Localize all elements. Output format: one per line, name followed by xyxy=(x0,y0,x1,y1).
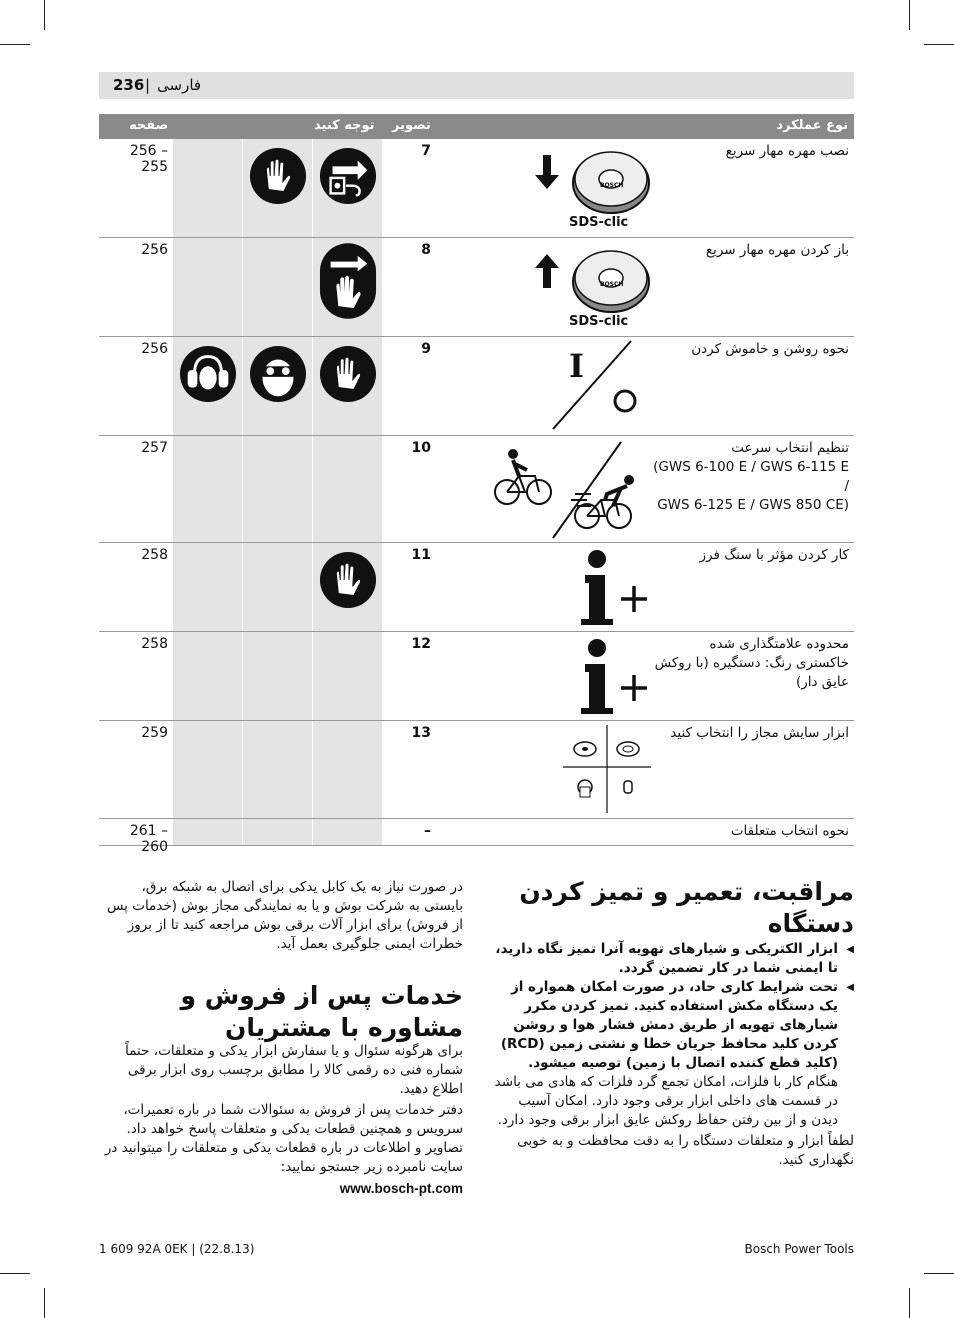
gloves-icon xyxy=(319,551,377,609)
eye-protection-icon xyxy=(249,345,307,403)
table-row xyxy=(99,337,854,436)
table-row xyxy=(99,632,854,721)
icon-cell xyxy=(172,632,242,720)
icon-cell xyxy=(312,632,382,720)
icon-cell xyxy=(312,238,382,336)
on-off-switch-icon xyxy=(435,337,653,435)
icon-cell xyxy=(242,337,312,435)
figure-image xyxy=(435,632,653,720)
unplug-icon xyxy=(319,147,377,205)
action-text: نحوه انتخاب متعلقات xyxy=(730,823,849,839)
table-row xyxy=(99,721,854,819)
service-url[interactable]: www.bosch-pt.com xyxy=(339,1181,463,1196)
page-ref: 256 xyxy=(141,242,168,258)
crop-mark xyxy=(909,0,910,30)
service-section xyxy=(99,1042,463,1198)
bullet-item: ◀ ابزار الکتریکی و شیارهای تهویه آنرا تمیز نگاه دارید، تا ایمنی شما در کار تضمین گردد. xyxy=(490,940,854,978)
header-language: فارسی xyxy=(157,76,202,94)
paragraph: دفتر خدمات پس از فروش به سئوالات شما در باره تعمیرات، سرویس و همچنین قطعات یدکی و متعلقات پاسخ خواهد داد. تصاویر و اطلاعات در باره قطعات یدکی و متعلقات را میتوانید در سایت نامبرده زیر جستجو نمایید: xyxy=(104,1102,463,1175)
model-list-line: (GWS 6-100 E / GWS 6-115 E / xyxy=(653,459,849,494)
icon-cell xyxy=(242,819,312,845)
col-page: صفحه xyxy=(129,118,169,133)
header-separator: | xyxy=(145,76,151,94)
paragraph: لطفاً ابزار و متعلقات دستگاه را به دقت محافظت و به خوبی نگهداری کنید. xyxy=(517,1133,854,1168)
figure-number: 10 xyxy=(411,440,431,456)
maintenance-heading: مراقبت، تعمیر و تمیز کردن دستگاه xyxy=(519,877,854,938)
crop-mark xyxy=(0,1273,30,1274)
info-plus-icon xyxy=(435,632,653,720)
page-ref: 258 xyxy=(141,636,168,652)
icon-cell xyxy=(312,337,382,435)
table-row xyxy=(99,139,854,238)
page-ref: 258 xyxy=(141,547,168,563)
figure-number: 13 xyxy=(411,725,431,741)
action-text: نحوه روشن و خاموش کردن xyxy=(691,341,849,357)
service-heading: خدمات پس از فروش و مشاوره با مشتریان xyxy=(180,981,463,1042)
gloves-icon xyxy=(319,345,377,403)
grinding-tools-icon xyxy=(435,721,653,818)
cable-note: در صورت نیاز به یک کابل یدکی برای اتصال به شبکه برق، بایستی به شرکت بوش و یا به نمایندگی مجاز بوش (خدمات پس از فروش) برای ابزار آلات برقی بوش مراجعه کنید تا از بروز خطرات ایمنی جلوگیری بعمل آید. xyxy=(106,879,463,952)
action-text xyxy=(653,436,854,542)
action-text: باز کردن مهره مهار سریع xyxy=(705,242,849,258)
crop-mark xyxy=(924,1273,954,1274)
icon-cell xyxy=(312,543,382,631)
figure-image xyxy=(435,819,653,845)
col-action: نوع عملکرد xyxy=(776,118,848,133)
icon-cell xyxy=(172,819,242,845)
figure-image xyxy=(435,721,653,818)
crop-mark xyxy=(909,1288,910,1318)
figure-number: 12 xyxy=(411,636,431,652)
switch-on-label: I xyxy=(569,347,584,385)
table-header xyxy=(99,114,854,139)
table-row xyxy=(99,819,854,855)
table-row xyxy=(99,543,854,632)
icon-cell xyxy=(172,436,242,542)
page-header xyxy=(99,72,854,99)
footer-code: 1 609 92A 0EK | (22.8.13) xyxy=(99,1242,255,1256)
crop-mark xyxy=(44,0,45,30)
svg-text:BOSCH: BOSCH xyxy=(600,281,624,288)
figure-number: 8 xyxy=(421,242,431,258)
gloves-icon xyxy=(249,147,307,205)
col-figure: تصویر xyxy=(392,118,431,133)
bullet-bold-text: ◀ تحت شرایط کاری حاد، در صورت امکان همواره از یک دستگاه مکش استفاده کنید. تمیز کردن مکرر شیارهای تهویه از طریق دمش فشار هوا و روشن کردن کلید محافظ جریان خطا و نشتی زمین (RCD) (کلید قطع کننده اتصال با زمین) توصیه میشود. xyxy=(500,979,838,1071)
bullet-item xyxy=(490,978,854,1130)
icon-cell xyxy=(242,543,312,631)
icon-cell xyxy=(242,721,312,818)
table-row xyxy=(99,436,854,543)
icon-cell xyxy=(172,721,242,818)
icon-cell xyxy=(312,819,382,845)
icon-cell xyxy=(312,721,382,818)
page-ref: 259 xyxy=(141,725,168,741)
ear-protection-icon xyxy=(179,345,237,403)
bullet-normal-text: هنگام کار با فلزات، امکان تجمع گرد فلزات که هادی می باشد در قسمت های داخلی ابزار برقی وجود دارد. امکان آسیب دیدن و از بین رفتن حفاظ روکش عایق ابزار برقی وجود دارد. xyxy=(494,1074,838,1128)
action-text: محدوده علامتگذاری شده خاکستری رنگ: دستگیره (با روکش عایق دار) xyxy=(654,636,849,690)
figure-image xyxy=(435,238,653,336)
icon-cell xyxy=(242,632,312,720)
paragraph: برای هرگونه سئوال و یا سفارش ابزار یدکی و متعلقات، حتماً شماره فنی ده رقمی کالا را مطابق برچسب روی ابزار برقی اطلاع دهید. xyxy=(125,1043,463,1097)
figure-number: 11 xyxy=(411,547,431,563)
page-ref: 257 xyxy=(141,440,168,456)
icon-cell xyxy=(242,238,312,336)
model-list-line: GWS 6-125 E / GWS 850 CE) xyxy=(657,497,849,513)
figure-number: – xyxy=(424,823,431,839)
figure-number: 7 xyxy=(421,143,431,159)
icon-cell xyxy=(242,139,312,237)
action-table xyxy=(99,114,854,855)
table-row xyxy=(99,238,854,337)
icon-cell xyxy=(312,139,382,237)
icon-cell xyxy=(172,543,242,631)
figure-image xyxy=(435,543,653,631)
action-text: نصب مهره مهار سریع xyxy=(725,143,849,159)
figure-image xyxy=(435,337,653,435)
icon-cell xyxy=(312,436,382,542)
icon-cell xyxy=(172,238,242,336)
crop-mark xyxy=(44,1288,45,1318)
maintenance-section xyxy=(490,940,854,1170)
crop-mark xyxy=(924,44,954,45)
figure-image xyxy=(435,139,653,237)
col-attention: توجه کنید xyxy=(314,118,375,133)
icon-cell xyxy=(172,337,242,435)
figure-number: 9 xyxy=(421,341,431,357)
page-ref: 256 – 255 xyxy=(129,143,168,175)
page-number: 236 xyxy=(113,76,145,94)
speed-select-icon xyxy=(435,436,653,542)
page-ref: 261 – 260 xyxy=(129,823,168,855)
icon-cell xyxy=(242,436,312,542)
action-text: کار کردن مؤثر با سنگ فرز xyxy=(699,547,849,563)
unplug-gloves-icon xyxy=(319,242,377,320)
figure-image xyxy=(435,436,653,542)
footer-brand: Bosch Power Tools xyxy=(744,1242,854,1256)
crop-mark xyxy=(0,44,30,45)
page-ref: 256 xyxy=(141,341,168,357)
action-text: ابزار سایش مجاز را انتخاب کنید xyxy=(670,725,849,741)
sds-clic-label: SDS-clic xyxy=(569,314,629,329)
svg-text:BOSCH: BOSCH xyxy=(600,182,624,189)
action-text-main: تنظیم انتخاب سرعت xyxy=(731,440,849,456)
icon-cell xyxy=(172,139,242,237)
sds-clic-label: SDS-clic xyxy=(569,215,629,230)
info-plus-icon xyxy=(435,543,653,631)
